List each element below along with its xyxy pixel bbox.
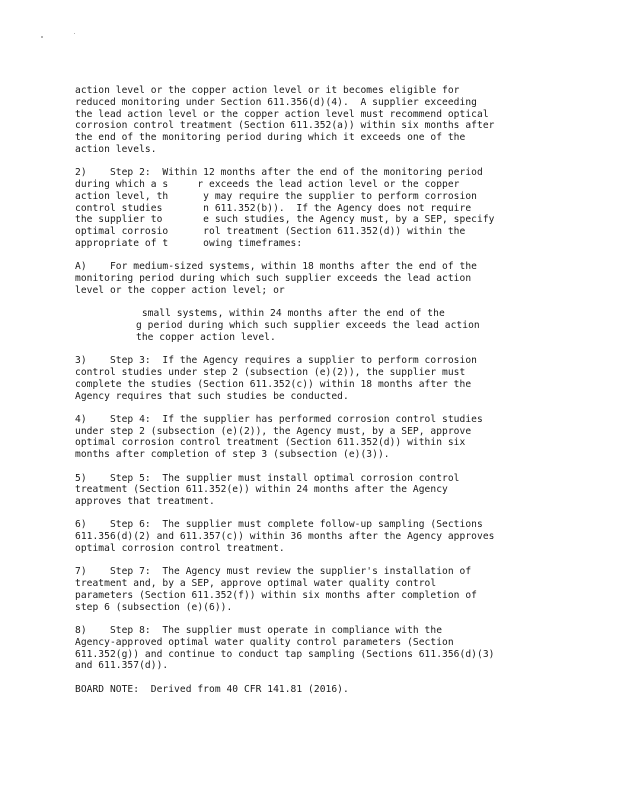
- text-line: 2) Step 2: Within 12 months after the end of the monitoring period: [75, 167, 483, 179]
- text-line: 611.356(d)(2) and 611.357(c)) within 36 months after the Agency approves: [75, 531, 495, 543]
- text-line: step 6 (subsection (e)(6)).: [75, 601, 233, 613]
- text-line: the end of the monitoring period during which it exceeds one of the: [75, 132, 466, 144]
- text-line: control studies n 611.352(b)). If the Agency does not require: [75, 202, 472, 214]
- board-note: [75, 684, 545, 696]
- scan-speck: [41, 36, 43, 38]
- text-line: action level, th y may require the supplier to perform corrosion: [75, 190, 477, 202]
- paragraph-step-2-a: [75, 261, 545, 296]
- text-line: under step 2 (subsection (e)(2)), the Agency must, by a SEP, approve: [75, 425, 472, 437]
- text-line: 3) Step 3: If the Agency requires a supplier to perform corrosion: [75, 355, 477, 367]
- text-line: treatment (Section 611.352(e)) within 24 months after the Agency: [75, 484, 448, 496]
- text-line: monitoring period during which such supplier exceeds the lead action: [75, 273, 472, 285]
- paragraph-step-2: [75, 167, 545, 250]
- text-line: months after completion of step 3 (subsection (e)(3)).: [75, 449, 390, 461]
- text-line: appropriate of t owing timeframes:: [75, 238, 303, 250]
- paragraph-step-8: [75, 625, 545, 672]
- text-line: action levels.: [75, 143, 157, 155]
- paragraph-step-6: [75, 519, 545, 554]
- text-line: optimal corrosion control treatment.: [75, 543, 285, 554]
- text-line: 5) Step 5: The supplier must install optimal corrosion control: [75, 472, 460, 484]
- text-line: control studies under step 2 (subsection (e)(2)), the supplier must: [75, 366, 466, 378]
- text-line: approves that treatment.: [75, 496, 215, 508]
- paragraph-step-2-b: [136, 308, 545, 343]
- document-body: [75, 85, 545, 707]
- text-line: during which a s r exceeds the lead action level or the copper: [75, 179, 460, 191]
- text-line: corrosion control treatment (Section 611.352(a)) within six months after: [75, 120, 495, 132]
- text-line: the copper action level.: [136, 331, 276, 343]
- text-line: small systems, within 24 months after the end of the: [136, 308, 445, 320]
- paragraph-step-4: [75, 414, 545, 461]
- text-line: optimal corrosion control treatment (Section 611.352(d)) within six: [75, 437, 466, 449]
- text-line: 8) Step 8: The supplier must operate in compliance with the: [75, 624, 443, 636]
- text-line: 7) Step 7: The Agency must review the supplier's installation of: [75, 566, 472, 578]
- scan-speck: [74, 33, 75, 34]
- text-line: 4) Step 4: If the supplier has performed corrosion control studies: [75, 413, 483, 425]
- text-line: 611.352(g)) and continue to conduct tap sampling (Sections 611.356(d)(3): [75, 648, 495, 660]
- paragraph-step-7: [75, 566, 545, 613]
- text-line: A) For medium-sized systems, within 18 months after the end of the: [75, 261, 477, 273]
- text-line: optimal corrosio rol treatment (Section 611.352(d)) within the: [75, 226, 466, 238]
- text-line: g period during which such supplier exceeds the lead action: [136, 320, 480, 332]
- text-line: treatment and, by a SEP, approve optimal water quality control: [75, 578, 437, 590]
- text-line: complete the studies (Section 611.352(c)) within 18 months after the: [75, 378, 472, 390]
- text-line: Agency requires that such studies be conducted.: [75, 390, 349, 402]
- text-line: level or the copper action level; or: [75, 284, 285, 296]
- text-line: reduced monitoring under Section 611.356(d)(4). A supplier exceeding: [75, 96, 477, 108]
- text-line: the lead action level or the copper action level must recommend optical: [75, 108, 489, 120]
- text-line: the supplier to e such studies, the Agency must, by a SEP, specify: [75, 214, 495, 226]
- paragraph-step-5: [75, 473, 545, 508]
- paragraph-step-3: [75, 355, 545, 402]
- text-line: parameters (Section 611.352(f)) within six months after completion of: [75, 589, 477, 601]
- text-line: 6) Step 6: The supplier must complete follow-up sampling (Sections: [75, 519, 483, 531]
- text-line: BOARD NOTE: Derived from 40 CFR 141.81 (2016).: [75, 683, 349, 695]
- text-line: and 611.357(d)).: [75, 660, 169, 672]
- text-line: action level or the copper action level or it becomes eligible for: [75, 85, 460, 96]
- paragraph-continuation: [75, 85, 545, 156]
- text-line: Agency-approved optimal water quality control parameters (Section: [75, 636, 454, 648]
